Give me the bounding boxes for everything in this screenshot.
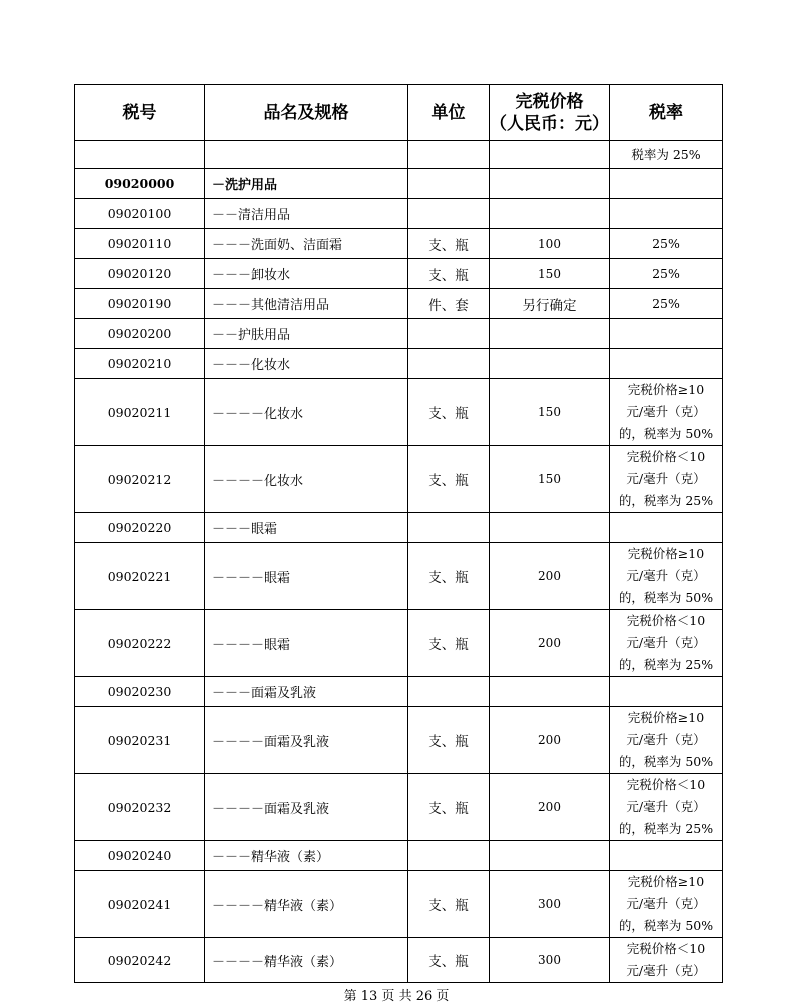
- unit: 支、瓶: [408, 229, 490, 259]
- tax-rate: [610, 938, 723, 983]
- table-row: [75, 774, 723, 841]
- price: [490, 677, 610, 707]
- price: 200: [490, 610, 610, 677]
- unit: [408, 319, 490, 349]
- unit: [408, 841, 490, 871]
- unit: 件、套: [408, 289, 490, 319]
- unit: 支、瓶: [408, 938, 490, 983]
- tax-rate: 税率为 25%: [610, 141, 723, 169]
- tax-code: 09020220: [75, 513, 205, 543]
- price: 100: [490, 229, 610, 259]
- tax-code: 09020232: [75, 774, 205, 841]
- tax-rate: [610, 379, 723, 446]
- item-name: －－－精华液（素）: [205, 841, 408, 871]
- table-row: [75, 513, 723, 543]
- tax-code: 09020100: [75, 199, 205, 229]
- tax-rate-line1: 完税价格≥10: [627, 546, 705, 561]
- tax-rate: 25%: [610, 229, 723, 259]
- tax-rate-line3: 的，税率为 25%: [618, 821, 714, 836]
- tax-rate-line1: 完税价格≥10: [627, 874, 705, 889]
- item-name: －－－－化妆水: [205, 379, 408, 446]
- tax-code: 09020240: [75, 841, 205, 871]
- unit: 支、瓶: [408, 871, 490, 938]
- unit: [408, 141, 490, 169]
- header-item-spec: 品名及规格: [205, 85, 408, 141]
- item-name: －－－眼霜: [205, 513, 408, 543]
- item-name: －－－－眼霜: [205, 543, 408, 610]
- price: 200: [490, 707, 610, 774]
- tax-rate-line1: 完税价格≥10: [627, 710, 705, 725]
- tax-code: 09020120: [75, 259, 205, 289]
- unit: 支、瓶: [408, 543, 490, 610]
- tax-rate: [610, 610, 723, 677]
- tax-code: [75, 141, 205, 169]
- item-name: －－清洁用品: [205, 199, 408, 229]
- tax-rate: [610, 543, 723, 610]
- item-name: －－－－面霜及乳液: [205, 774, 408, 841]
- tax-rate-line2: 元/毫升（克）: [626, 471, 706, 486]
- tax-rate-line2: 元/毫升（克）: [626, 635, 706, 650]
- item-name: －－－面霜及乳液: [205, 677, 408, 707]
- tax-rate: [610, 841, 723, 871]
- table-row: [75, 289, 723, 319]
- unit: [408, 169, 490, 199]
- unit: 支、瓶: [408, 259, 490, 289]
- unit: 支、瓶: [408, 610, 490, 677]
- tax-code: 09020211: [75, 379, 205, 446]
- tax-rate-line2: 元/毫升（克）: [626, 404, 706, 419]
- table-row: [75, 141, 723, 169]
- header-row: [75, 85, 723, 141]
- item-name: －－护肤用品: [205, 319, 408, 349]
- item-name: －－－－化妆水: [205, 446, 408, 513]
- tax-rate: [610, 349, 723, 379]
- unit: [408, 513, 490, 543]
- tax-rate-line3: 的，税率为 50%: [618, 426, 714, 441]
- tax-rate: [610, 677, 723, 707]
- table-row: [75, 707, 723, 774]
- tax-code: 09020200: [75, 319, 205, 349]
- item-name: [205, 141, 408, 169]
- unit: [408, 199, 490, 229]
- tax-rate-line1: 完税价格＜10: [626, 777, 706, 792]
- tax-code: 09020000: [75, 169, 205, 199]
- table-row: [75, 871, 723, 938]
- tax-rate-line1: 完税价格＜10: [626, 613, 706, 628]
- item-name: －－－－精华液（素）: [205, 871, 408, 938]
- tax-rate-line2: 元/毫升（克）: [626, 799, 706, 814]
- price: [490, 141, 610, 169]
- price: [490, 199, 610, 229]
- table-row: [75, 446, 723, 513]
- tax-code: 09020210: [75, 349, 205, 379]
- tax-rate: [610, 319, 723, 349]
- tax-code: 09020222: [75, 610, 205, 677]
- item-name: －－－化妆水: [205, 349, 408, 379]
- tax-rate-line1: 完税价格＜10: [626, 941, 706, 956]
- unit: 支、瓶: [408, 774, 490, 841]
- tax-rate: [610, 513, 723, 543]
- unit: 支、瓶: [408, 379, 490, 446]
- tax-code: 09020212: [75, 446, 205, 513]
- item-name: －洗护用品: [205, 169, 408, 199]
- price: 300: [490, 871, 610, 938]
- tax-rate-line3: 的，税率为 25%: [618, 493, 714, 508]
- tariff-table: [74, 84, 723, 983]
- tax-code: 09020242: [75, 938, 205, 983]
- tax-rate: 25%: [610, 289, 723, 319]
- tax-rate-line3: 的，税率为 50%: [618, 754, 714, 769]
- table-row: [75, 938, 723, 983]
- unit: [408, 349, 490, 379]
- header-price-line1: 完税价格: [515, 91, 584, 112]
- price: 150: [490, 446, 610, 513]
- item-name: －－－－眼霜: [205, 610, 408, 677]
- table-row: [75, 349, 723, 379]
- price: [490, 841, 610, 871]
- tax-rate: [610, 169, 723, 199]
- tax-rate: [610, 446, 723, 513]
- tax-rate: [610, 199, 723, 229]
- price: [490, 169, 610, 199]
- price: 150: [490, 379, 610, 446]
- tax-rate-line3: 的，税率为 25%: [618, 657, 714, 672]
- table-row: [75, 199, 723, 229]
- header-price-line2: （人民币：元）: [490, 113, 609, 134]
- price: 150: [490, 259, 610, 289]
- header-tax-rate: 税率: [610, 85, 723, 141]
- tax-code: 09020221: [75, 543, 205, 610]
- item-name: －－－－面霜及乳液: [205, 707, 408, 774]
- tax-code: 09020241: [75, 871, 205, 938]
- header-unit: 单位: [408, 85, 490, 141]
- tax-code: 09020230: [75, 677, 205, 707]
- tax-rate-line2: 元/毫升（克）: [626, 896, 706, 911]
- tax-rate: 25%: [610, 259, 723, 289]
- table-row: [75, 229, 723, 259]
- price: 200: [490, 774, 610, 841]
- tax-rate-line3: 的，税率为 50%: [618, 590, 714, 605]
- tax-code: 09020190: [75, 289, 205, 319]
- unit: 支、瓶: [408, 707, 490, 774]
- table-row: [75, 319, 723, 349]
- item-name: －－－卸妆水: [205, 259, 408, 289]
- tax-rate-line2: 元/毫升（克）: [626, 568, 706, 583]
- tax-rate-line1: 完税价格＜10: [626, 449, 706, 464]
- tax-code: 09020231: [75, 707, 205, 774]
- price: [490, 319, 610, 349]
- page-number-footer: 第 13 页 共 26 页: [343, 989, 450, 1004]
- table-row: [75, 379, 723, 446]
- tax-rate: [610, 774, 723, 841]
- table-row: [75, 677, 723, 707]
- table-row: [75, 259, 723, 289]
- table-row: [75, 841, 723, 871]
- table-row: [75, 543, 723, 610]
- price: 200: [490, 543, 610, 610]
- tax-rate-line3: 的，税率为 50%: [618, 918, 714, 933]
- item-name: －－－其他清洁用品: [205, 289, 408, 319]
- unit: 支、瓶: [408, 446, 490, 513]
- table-row: [75, 610, 723, 677]
- tax-rate-line2: 元/毫升（克）: [626, 732, 706, 747]
- item-name: －－－洗面奶、洁面霜: [205, 229, 408, 259]
- tax-rate: [610, 871, 723, 938]
- tax-rate-line1: 完税价格≥10: [627, 382, 705, 397]
- price: [490, 513, 610, 543]
- table-row: [75, 169, 723, 199]
- tax-rate-line2: 元/毫升（克）: [626, 963, 706, 978]
- price: 300: [490, 938, 610, 983]
- tax-code: 09020110: [75, 229, 205, 259]
- item-name: －－－－精华液（素）: [205, 938, 408, 983]
- unit: [408, 677, 490, 707]
- header-tax-code: 税号: [75, 85, 205, 141]
- tax-rate: [610, 707, 723, 774]
- price: [490, 349, 610, 379]
- header-duty-paid-price: [490, 85, 610, 141]
- price: 另行确定: [490, 289, 610, 319]
